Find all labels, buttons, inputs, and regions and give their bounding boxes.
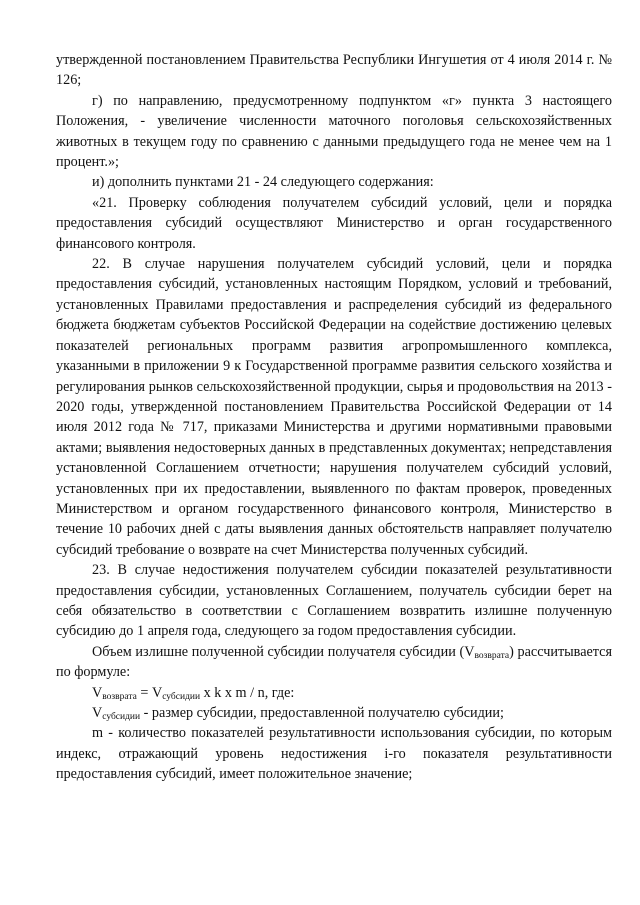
formula-intro-after: ) рассчитывается по формуле: (56, 643, 612, 681)
definition-v-symbol: V (92, 705, 103, 721)
document-page (56, 50, 612, 785)
paragraph-23: 23. В случае недостижения получателем субсидии показателей результативности предоставления субсидии, установленных Соглашением, получатель субсидии берет на себя обязательство в соответствии с Соглашением возвратить излишне полученную субсидию до 1 апреля года, следующего за годом предоставления субсидии. (56, 562, 612, 640)
paragraph-21: «21. Проверку соблюдения получателем субсидий условий, цели и порядка предоставления субсидий осуществляют Министерство и орган государственного финансового контроля. (56, 194, 612, 252)
paragraph-item-g: г) по направлению, предусмотренному подпунктом «г» пункта 3 настоящего Положения, - увеличение численности маточного поголовья сельскохозяйственных животных в текущем году по сравнению с данными предыдущего года не менее чем на 1 процент.»; (56, 92, 612, 171)
formula-eq: = V (136, 684, 163, 701)
paragraph-item-i: и) дополнить пунктами 21 - 24 следующего содержания: (92, 174, 434, 191)
formula-v1: V (92, 684, 103, 701)
formula-intro-subscript: возврата (474, 650, 510, 661)
formula-intro-before: Объем излишне полученной субсидии получателя субсидии (V (92, 643, 475, 660)
paragraph-formula (56, 683, 612, 703)
paragraph-definition-v (56, 703, 612, 723)
formula-rest: x k x m / n, где: (200, 684, 295, 701)
definition-v-subscript: субсидии (102, 712, 141, 722)
formula-sub1: возврата (102, 691, 137, 702)
paragraph-formula-intro (56, 642, 612, 683)
paragraph-22: 22. В случае нарушения получателем субсидий условий, цели и порядка предоставления субсидий, установленных настоящим Порядком, условий и требований, установленных Правилами предоставления и распределения субсидий из федерального бюджета бюджетам субъектов Российской Федерации на содействие достижению целевых показателей региональных программ развития агропромышленного комплекса, указанными в приложении 9 к Государственной программе развития сельского хозяйства и регулирования рынков сельскохозяйственной продукции, сырья и продовольствия на 2013 - 2020 годы, утвержденной постановлением Правительства Российской Федерации от 14 июля 2012 года № 717, приказами Министерства и другими нормативными правовыми актами; выявления недостоверных данных в представленных документах; непредставления установленной Соглашением отчетности; нарушения получателем субсидий условий, установленных при их предоставлении, выявленного по фактам проверок, проведенных Министерством и органом государственного финансового контроля, Министерство в течение 10 рабочих дней с даты выявления данных обстоятельств направляет получателю субсидий требование о возврате на счет Министерства полученных субсидий. (56, 256, 612, 558)
formula-sub2: субсидии (162, 691, 201, 702)
paragraph-continuation: утвержденной постановлением Правительства Республики Ингушетия от 4 июля 2014 г. № 126; (56, 52, 612, 89)
paragraph-definition-m: m - количество показателей результативности использования субсидии, по которым индекс, отражающий уровень недостижения i-го показателя результативности предоставления субсидий, имеет положительное значение; (56, 725, 612, 783)
definition-v-text: - размер субсидии, предоставленной получателю субсидии; (140, 705, 504, 721)
